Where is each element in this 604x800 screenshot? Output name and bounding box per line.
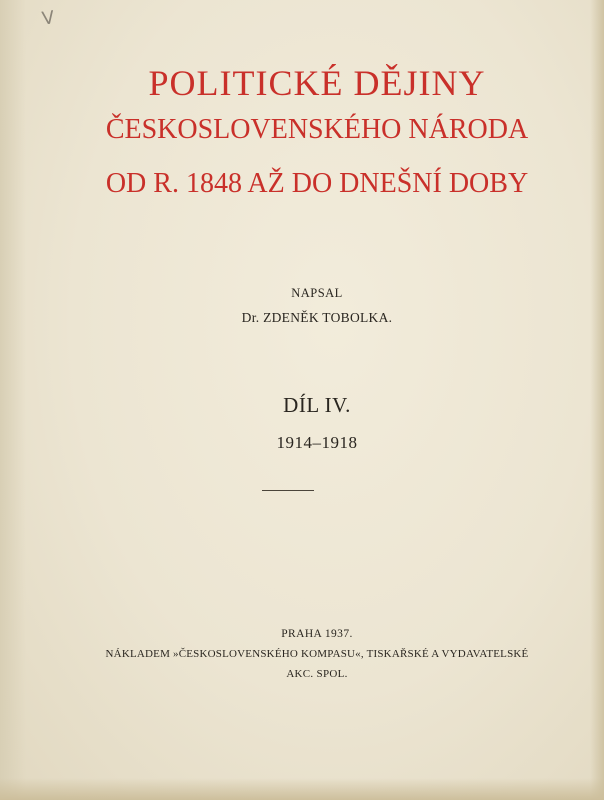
volume-years: 1914–1918: [276, 433, 358, 452]
author-name: Dr. ZDENĚK TOBOLKA.: [241, 310, 393, 325]
divider-rule: [262, 490, 314, 491]
imprint-publisher-line-1: NÁKLADEM »ČESKOSLOVENSKÉHO KOMPASU«, TISKAŘSKÉ A VYDAVATELSKÉ: [105, 648, 529, 660]
author-label: NAPSAL: [291, 286, 343, 300]
imprint-publisher-line-2: AKC. SPOL.: [286, 668, 348, 680]
title-line-1: POLITICKÉ DĚJINY: [148, 63, 486, 103]
volume-part: DÍL IV.: [283, 393, 351, 417]
page-bottom-edge: [0, 778, 604, 800]
title-line-3: OD R. 1848 AŽ DO DNEŠNÍ DOBY: [105, 168, 529, 199]
title-line-2: ČESKOSLOVENSKÉHO NÁRODA: [105, 114, 529, 145]
pencil-check-mark: V: [40, 7, 56, 30]
imprint-place-year: PRAHA 1937.: [281, 628, 353, 640]
